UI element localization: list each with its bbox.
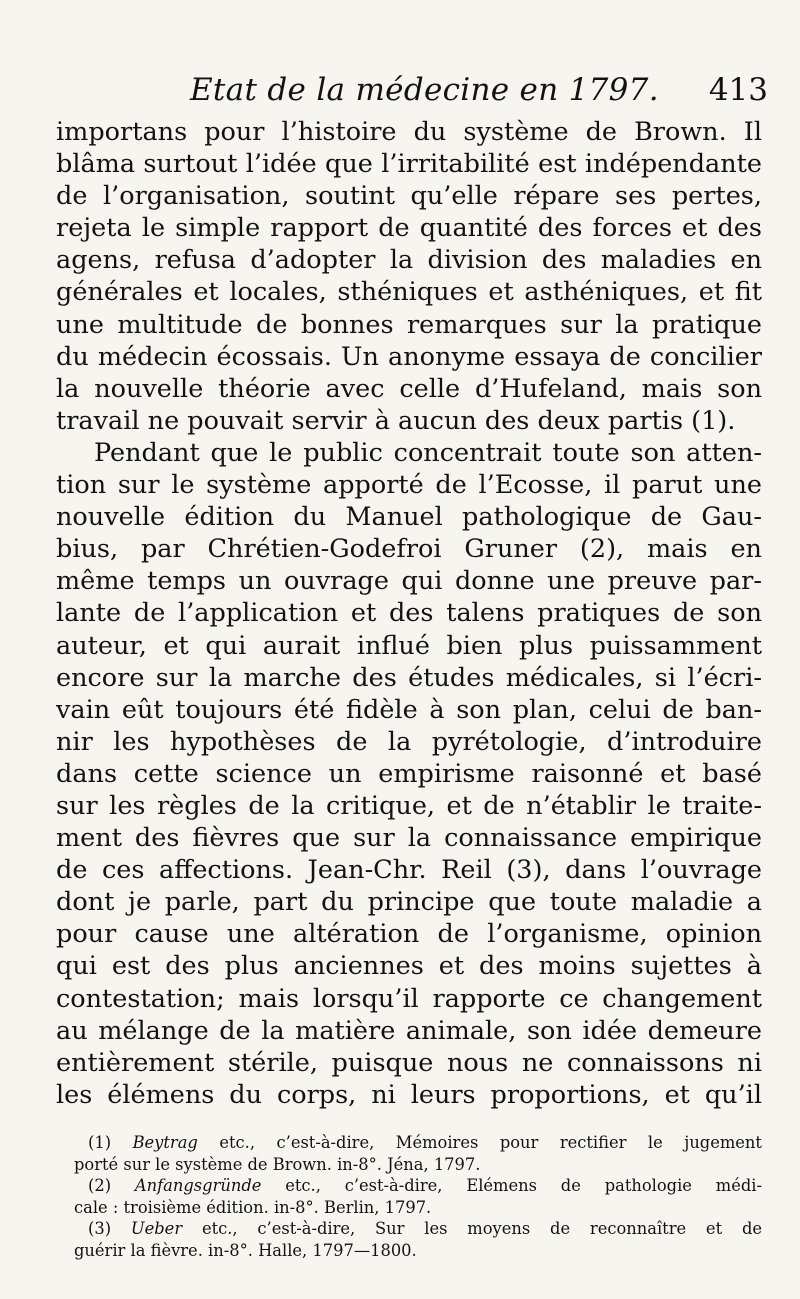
text-line: ment des fièvres que sur la connaissance empirique: [56, 823, 762, 854]
text-line: dont je parle, part du principe que toute maladie a: [56, 887, 762, 918]
text-line: rejeta le simple rapport de quantité des forces et des: [56, 213, 762, 244]
text-line: même temps un ouvrage qui donne une preuve par-: [56, 566, 762, 597]
text-line: auteur, et qui aurait influé bien plus puissamment: [56, 630, 762, 661]
footnote-text: etc., c’est-à-dire, Sur les moyens de reconnaître et de: [201, 1219, 762, 1238]
text-line: contestation; mais lorsqu’il rapporte ce changement: [56, 983, 762, 1014]
text-line: travail ne pouvait servir à aucun des deux partis (1).: [56, 405, 736, 436]
footnote-mark: (3): [88, 1219, 112, 1238]
footnote-3-continuation: guérir la fièvre. in-8°. Halle, 1797—1800.: [74, 1240, 417, 1260]
text-line: dans cette science un empirisme raisonné et basé: [56, 758, 762, 789]
footnote-title: Ueber: [130, 1219, 183, 1238]
text-line: de l’organisation, soutint qu’elle répare ses pertes,: [56, 181, 762, 212]
text-line: les élémens du corps, ni leurs proportions, et qu’il: [56, 1079, 762, 1110]
text-line: nouvelle édition du Manuel pathologique de Gau-: [56, 502, 762, 533]
text-line: blâma surtout l’idée que l’irritabilité est indépendante: [56, 149, 762, 180]
footnote-mark: (2): [88, 1176, 112, 1195]
text-line: lante de l’application et des talens pratiques de son: [56, 598, 762, 629]
text-line: bius, par Chrétien-Godefroi Gruner (2), mais en: [56, 534, 762, 565]
footnote-1-continuation: porté sur le système de Brown. in-8°. Jéna, 1797.: [74, 1154, 481, 1174]
text-line: tion sur le système apporté de l’Ecosse, il parut une: [56, 470, 762, 501]
running-title: Etat de la médecine en 1797.: [190, 72, 659, 108]
footnotes: [74, 1132, 762, 1261]
text-line: la nouvelle théorie avec celle d’Hufeland, mais son: [56, 373, 762, 404]
footnote-mark: (1): [88, 1133, 112, 1152]
text-line: de ces affections. Jean-Chr. Reil (3), dans l’ouvrage: [56, 855, 762, 886]
text-line: sur les règles de la critique, et de n’établir le traite-: [56, 790, 762, 821]
page-header: [190, 72, 780, 112]
text-line: générales et locales, sthéniques et asthéniques, et fit: [56, 277, 762, 308]
page-number: 413: [708, 72, 768, 108]
footnote-1: [74, 1132, 762, 1154]
text-line: pour cause une altération de l’organisme, opinion: [56, 919, 762, 950]
footnote-2-continuation: cale : troisième édition. in-8°. Berlin, 1797.: [74, 1197, 432, 1217]
text-line: nir les hypothèses de la pyrétologie, d’introduire: [56, 726, 762, 757]
footnote-text: etc., c’est-à-dire, Elémens de pathologie médi-: [285, 1176, 762, 1195]
body-text: [56, 116, 762, 1111]
text-line: encore sur la marche des études médicales, si l’écri-: [56, 662, 762, 693]
text-line: au mélange de la matière animale, son idée demeure: [56, 1015, 762, 1046]
footnote-title: Beytrag: [132, 1133, 198, 1152]
text-line: importans pour l’histoire du système de Brown. Il: [56, 117, 762, 147]
footnote-title: Anfangsgründe: [134, 1176, 262, 1195]
text-line: entièrement stérile, puisque nous ne connaissons ni: [56, 1047, 762, 1078]
text-line: agens, refusa d’adopter la division des maladies en: [56, 245, 762, 276]
text-line: vain eût toujours été fidèle à son plan, celui de ban-: [56, 694, 762, 725]
text-line: du médecin écossais. Un anonyme essaya de concilier: [56, 341, 762, 372]
text-line: une multitude de bonnes remarques sur la pratique: [56, 309, 762, 340]
footnote-2: [74, 1175, 762, 1197]
text-line: qui est des plus anciennes et des moins sujettes à: [56, 951, 762, 982]
text-line: Pendant que le public concentrait toute son atten-: [94, 437, 762, 468]
footnote-text: etc., c’est-à-dire, Mémoires pour rectifier le jugement: [219, 1133, 762, 1152]
footnote-3: [74, 1218, 762, 1240]
